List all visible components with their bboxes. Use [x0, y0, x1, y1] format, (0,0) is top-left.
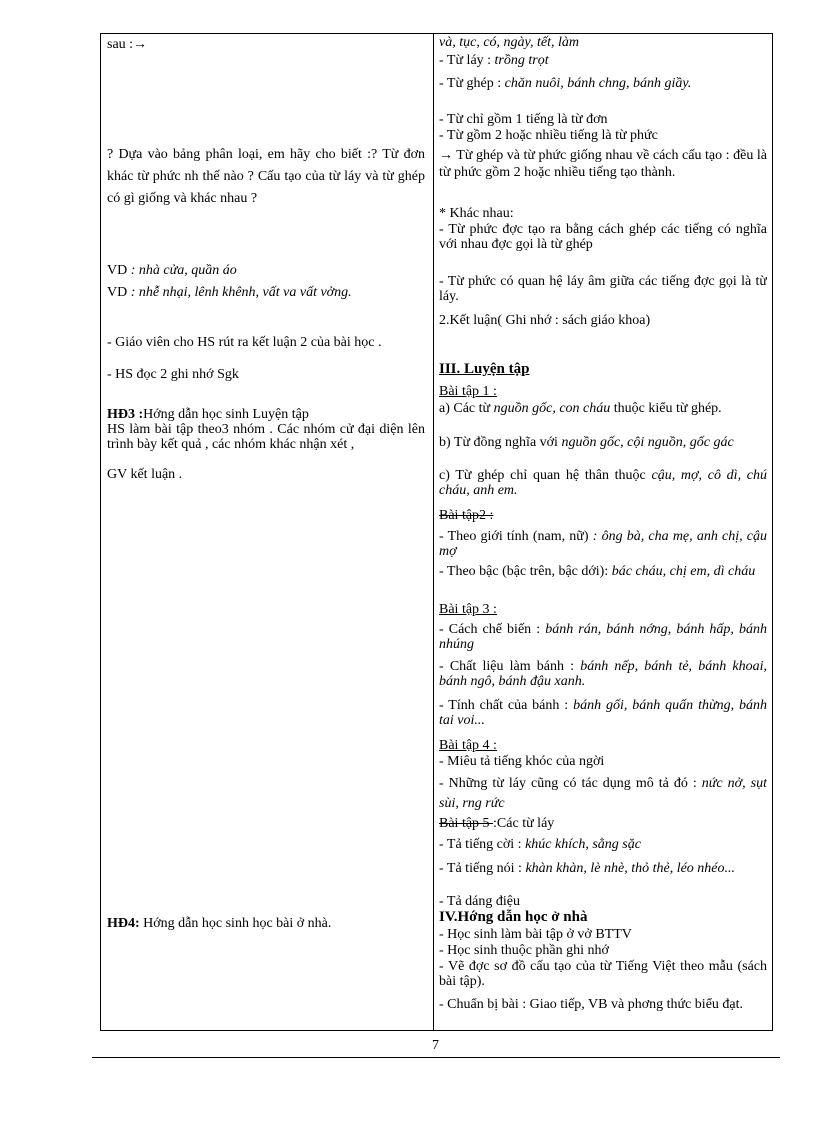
bai-tap-1a [439, 401, 767, 416]
bt1c-italic: cậu, mợ, cô dì, chú cháu, anh em. [439, 468, 767, 498]
r-line-4: - Từ chỉ gồm 1 tiếng là từ đơn [439, 112, 608, 127]
r-line-1: và, tục, có, ngày, tết, làm [439, 35, 579, 50]
bai-tap-5b [439, 861, 767, 876]
bt5-heading: Bài tập 5 [439, 816, 494, 831]
bai-tap-1b [439, 435, 767, 450]
bt3a-text: - Cách chế biến : [439, 622, 546, 637]
vd1-text: : nhà cửa, quần áo [130, 263, 237, 278]
column-divider [433, 34, 434, 1030]
section-huong-dan: IV.Hớng dẫn học ở nhà [439, 909, 588, 925]
bai-tap-3: Bài tập 3 : [439, 602, 497, 617]
bt5a-italic: khúc khích, sằng sặc [525, 837, 641, 852]
bt1a-end: thuộc kiểu từ ghép. [610, 401, 722, 416]
hd3-text: Hớng dẫn học sinh Luyện tập [143, 407, 309, 422]
vd1-label: VD [107, 263, 131, 278]
r-line-2-label: - Từ láy : [439, 53, 495, 68]
bt1b-italic: nguồn gốc, cội nguồn, gốc gác [561, 435, 734, 450]
r-line-2 [439, 53, 767, 68]
bt5b-text: - Tả tiếng nói : [439, 861, 526, 876]
bai-tap-5c: - Tả dáng điệu [439, 894, 520, 909]
r-line-3-italic: chăn nuôi, bánh chng, bánh giầy. [504, 76, 692, 91]
bt5a-text: - Tả tiếng cời : [439, 837, 526, 852]
r-line-9: - Từ phức có quan hệ láy âm giữa các tiếng đợc gọi là từ láy. [439, 274, 767, 304]
bai-tap-4: Bài tập 4 : [439, 738, 497, 753]
r-line-6: → Từ ghép và từ phức giống nhau về cách cấu tạo : đều là từ phức gồm 2 hoặc nhiều tiếng tạo thành. [439, 148, 767, 180]
bai-tap-2a [439, 529, 767, 559]
right-column [439, 34, 767, 1030]
r-line-7: * Khác nhau: [439, 206, 514, 221]
r-line-5: - Từ gồm 2 hoặc nhiều tiếng là từ phức [439, 128, 658, 143]
home-4: - Chuẩn bị bài : Giao tiếp, VB và phơng thức biểu đạt. [439, 997, 744, 1012]
bt4b-text: - Những từ láy cũng có tác dụng mô tả đó : [439, 776, 702, 791]
bt1c-text: c) Từ ghép chỉ quan hệ thân thuộc [439, 468, 652, 483]
bt5b-italic: khàn khàn, lè nhè, thỏ thẻ, léo nhéo... [525, 861, 736, 876]
bt2b-italic: bác cháu, chị em, dì cháu [611, 564, 756, 579]
bai-tap-3b [439, 659, 767, 689]
bt3c-text: - Tính chất của bánh : [439, 698, 574, 713]
left-sau: sau :→ [107, 37, 148, 52]
r-line-2-italic: trồng trọt [494, 53, 549, 68]
bai-tap-5a [439, 837, 767, 852]
left-hd3-line3: GV kết luận . [107, 467, 183, 482]
bai-tap-3c [439, 698, 767, 728]
bai-tap-3a [439, 622, 767, 652]
left-hd3 [107, 407, 425, 422]
left-hd4 [107, 916, 425, 931]
section-luyen-tap: III. Luyện tập [439, 361, 530, 377]
bt5-sub: :Các từ láy [493, 816, 555, 831]
bt3b-italic: bánh nếp, bánh tẻ, bánh khoai, bánh ngô, bánh đậu xanh. [439, 659, 767, 689]
bai-tap-5 [439, 816, 767, 831]
bai-tap-1: Bài tập 1 : [439, 384, 497, 399]
bt2-heading: Bài tập2 : [439, 508, 494, 523]
lesson-table [100, 33, 773, 1031]
hd3-label: HĐ3 : [107, 407, 144, 422]
left-student-note: - HS đọc 2 ghi nhớ Sgk [107, 367, 239, 382]
home-1: - Học sinh làm bài tập ở vở BTTV [439, 927, 632, 942]
left-teacher-note: - Giáo viên cho HS rút ra kết luận 2 của bài học . [107, 335, 382, 350]
left-question: ? Dựa vào bảng phân loại, em hãy cho biết :? Từ đơn khác từ phức nh thế nào ? Cấu tạo của từ láy và từ ghép có gì giống và khác nhau ? [107, 147, 425, 206]
bt2a-text: - Theo giới tính (nam, nữ) [439, 529, 593, 544]
footer-rule [92, 1057, 780, 1058]
bt1a-italic: nguồn gốc, con cháu [493, 401, 611, 416]
r-line-3-label: - Từ ghép : [439, 76, 505, 91]
left-vd1 [107, 263, 425, 278]
home-2: - Học sinh thuộc phần ghi nhớ [439, 943, 609, 958]
bt1a-text: a) Các từ [439, 401, 494, 416]
bt4b-italic: nức nở, sụt sùi, rng rức [439, 776, 767, 811]
bai-tap-2b [439, 564, 767, 579]
bt3b-text: - Chất liệu làm bánh : [439, 659, 581, 674]
bt1b-text: b) Từ đồng nghĩa với [439, 435, 562, 450]
home-3: - Vẽ đợc sơ đồ cấu tạo của từ Tiếng Việt theo mẫu (sách bài tập). [439, 959, 767, 989]
bai-tap-4b [439, 774, 767, 814]
hd4-text: Hớng dẫn học sinh học bài ở nhà. [139, 916, 332, 931]
vd2-text: : nhễ nhại, lênh khênh, vất va vất vởng. [130, 285, 352, 300]
bt2a-italic: : ông bà, cha mẹ, anh chị, cậu mợ [439, 529, 767, 559]
left-vd2 [107, 285, 425, 300]
hd4-label: HĐ4: [107, 916, 140, 931]
left-hd3-line2: HS làm bài tập theo3 nhóm . Các nhóm cử đại diện lên trình bày kết quả , các nhóm khác nhận xét , [107, 422, 425, 452]
bt3c-italic: bánh gối, bánh quấn thừng, bánh tai voi... [439, 698, 767, 728]
bai-tap-4a: - Miêu tả tiếng khóc của ngời [439, 754, 605, 769]
left-column [107, 34, 425, 1030]
bt2b-text: - Theo bậc (bậc trên, bậc dới): [439, 564, 612, 579]
bai-tap-1c [439, 468, 767, 498]
bt3a-italic: bánh rán, bánh nớng, bánh hấp, bánh nhúng [439, 622, 767, 652]
vd2-label: VD [107, 285, 131, 300]
r-line-3 [439, 76, 767, 91]
page-number: 7 [432, 1038, 439, 1053]
bai-tap-2 [439, 508, 767, 523]
r-line-10: 2.Kết luận( Ghi nhớ : sách giáo khoa) [439, 313, 651, 328]
r-line-8: - Từ phức đợc tạo ra bằng cách ghép các tiếng có nghĩa với nhau đợc gọi là từ ghép [439, 222, 767, 252]
